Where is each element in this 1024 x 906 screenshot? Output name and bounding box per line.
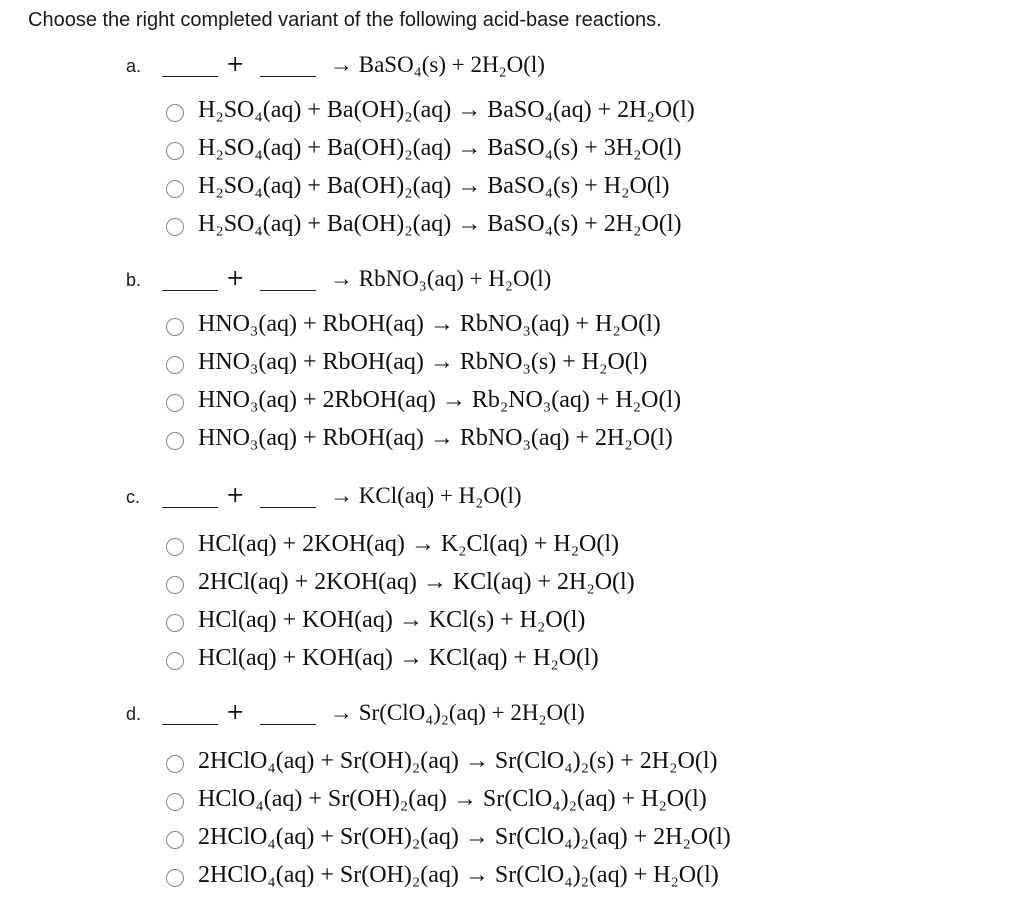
answer-option[interactable] — [0, 348, 1024, 386]
equation-products: → KCl(aq) + H₂O(l) — [330, 483, 522, 508]
radio-button[interactable] — [166, 394, 184, 412]
plus-sign: + — [226, 52, 245, 77]
radio-button[interactable] — [166, 538, 184, 556]
radio-button[interactable] — [166, 218, 184, 236]
option-equation: HClO₄(aq) + Sr(OH)₂(aq) → Sr(ClO₄)₂(aq) + H₂O(l) — [198, 786, 707, 812]
radio-button[interactable] — [166, 180, 184, 198]
plus-sign: + — [226, 483, 245, 508]
option-equation: H₂SO₄(aq) + Ba(OH)₂(aq) → BaSO₄(aq) + 2H₂O(l) — [198, 97, 695, 123]
radio-button[interactable] — [166, 614, 184, 632]
radio-button[interactable] — [166, 869, 184, 887]
option-equation: H₂SO₄(aq) + Ba(OH)₂(aq) → BaSO₄(s) + 2H₂O(l) — [198, 211, 682, 237]
option-equation: HNO₃(aq) + 2RbOH(aq) → Rb₂NO₃(aq) + H₂O(l) — [198, 387, 682, 413]
answer-option[interactable] — [0, 310, 1024, 348]
option-equation: HCl(aq) + KOH(aq) → KCl(s) + H₂O(l) — [198, 607, 586, 633]
radio-button[interactable] — [166, 576, 184, 594]
option-equation: HCl(aq) + KOH(aq) → KCl(aq) + H₂O(l) — [198, 645, 599, 671]
radio-button[interactable] — [166, 356, 184, 374]
equation-products: → Sr(ClO₄)₂(aq) + 2H₂O(l) — [330, 700, 585, 725]
plus-sign: + — [226, 266, 245, 291]
answer-option[interactable] — [0, 747, 1024, 785]
answer-option[interactable] — [0, 96, 1024, 134]
option-equation: 2HCl(aq) + 2KOH(aq) → KCl(aq) + 2H₂O(l) — [198, 569, 635, 595]
question-header — [0, 268, 1024, 298]
radio-button[interactable] — [166, 104, 184, 122]
blank-reactant-2 — [260, 507, 316, 508]
page-title: Choose the right completed variant of the following acid-base reactions. — [28, 9, 662, 31]
radio-button[interactable] — [166, 793, 184, 811]
question-header — [0, 485, 1024, 515]
answer-option[interactable] — [0, 386, 1024, 424]
radio-button[interactable] — [166, 755, 184, 773]
option-equation: HNO₃(aq) + RbOH(aq) → RbNO₃(aq) + H₂O(l) — [198, 311, 661, 337]
answer-option[interactable] — [0, 210, 1024, 248]
blank-reactant-1 — [162, 76, 218, 77]
answer-option[interactable] — [0, 861, 1024, 899]
answer-option[interactable] — [0, 568, 1024, 606]
option-equation: 2HClO₄(aq) + Sr(OH)₂(aq) → Sr(ClO₄)₂(aq) + 2H₂O(l) — [198, 824, 731, 850]
answer-option[interactable] — [0, 644, 1024, 682]
answer-option[interactable] — [0, 606, 1024, 644]
question-letter: d. — [126, 704, 142, 724]
answer-option[interactable] — [0, 172, 1024, 210]
blank-reactant-1 — [162, 507, 218, 508]
answer-option[interactable] — [0, 530, 1024, 568]
radio-button[interactable] — [166, 831, 184, 849]
option-equation: 2HClO₄(aq) + Sr(OH)₂(aq) → Sr(ClO₄)₂(aq) + H₂O(l) — [198, 862, 719, 888]
option-equation: 2HClO₄(aq) + Sr(OH)₂(aq) → Sr(ClO₄)₂(s) + 2H₂O(l) — [198, 748, 718, 774]
radio-button[interactable] — [166, 432, 184, 450]
radio-button[interactable] — [166, 652, 184, 670]
option-equation: HCl(aq) + 2KOH(aq) → K₂Cl(aq) + H₂O(l) — [198, 531, 620, 557]
plus-sign: + — [226, 700, 245, 725]
option-equation: HNO₃(aq) + RbOH(aq) → RbNO₃(s) + H₂O(l) — [198, 349, 648, 375]
equation-products: → BaSO₄(s) + 2H₂O(l) — [330, 52, 545, 77]
radio-button[interactable] — [166, 142, 184, 160]
blank-reactant-1 — [162, 290, 218, 291]
question-letter: b. — [126, 270, 142, 290]
option-equation: HNO₃(aq) + RbOH(aq) → RbNO₃(aq) + 2H₂O(l) — [198, 425, 673, 451]
option-equation: H₂SO₄(aq) + Ba(OH)₂(aq) → BaSO₄(s) + H₂O(l) — [198, 173, 670, 199]
radio-button[interactable] — [166, 318, 184, 336]
answer-option[interactable] — [0, 785, 1024, 823]
question-letter: a. — [126, 56, 142, 76]
question-letter: c. — [126, 487, 141, 507]
question-header — [0, 54, 1024, 84]
blank-reactant-2 — [260, 76, 316, 77]
blank-reactant-2 — [260, 290, 316, 291]
answer-option[interactable] — [0, 823, 1024, 861]
equation-products: → RbNO₃(aq) + H₂O(l) — [330, 266, 552, 291]
question-header — [0, 702, 1024, 732]
answer-option[interactable] — [0, 424, 1024, 462]
blank-reactant-2 — [260, 724, 316, 725]
option-equation: H₂SO₄(aq) + Ba(OH)₂(aq) → BaSO₄(s) + 3H₂O(l) — [198, 135, 682, 161]
answer-option[interactable] — [0, 134, 1024, 172]
blank-reactant-1 — [162, 724, 218, 725]
